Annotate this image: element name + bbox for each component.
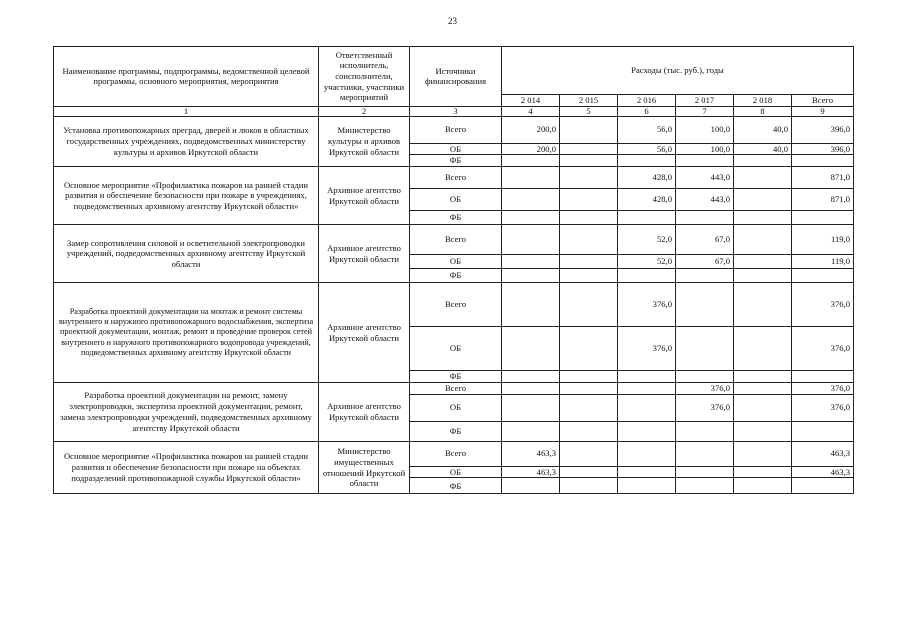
budget-table [53,46,854,494]
value-cell [618,394,676,421]
value-cell [502,225,560,255]
value-cell [502,327,560,371]
value-cell [560,283,618,327]
total-cell [792,371,854,383]
funding-source: ФБ [410,155,502,167]
total-cell: 376,0 [792,283,854,327]
value-cell [618,441,676,466]
value-cell [560,167,618,189]
table-row [54,167,854,189]
column-number: 3 [410,106,502,116]
value-cell [560,155,618,167]
table-row [54,116,854,143]
responsible-executor: Министерство культуры и архивов Иркутской области [319,116,410,166]
funding-source: ОБ [410,466,502,478]
value-cell [502,167,560,189]
value-cell [734,283,792,327]
value-cell [502,269,560,283]
value-cell [734,155,792,167]
value-cell [560,371,618,383]
funding-source: ФБ [410,421,502,441]
total-cell [792,269,854,283]
funding-source: ФБ [410,478,502,494]
header-year: 2 016 [618,95,676,107]
value-cell [560,189,618,211]
value-cell [560,421,618,441]
responsible-executor: Архивное агентство Иркутской области [319,167,410,225]
column-number: 4 [502,106,560,116]
funding-source: ОБ [410,394,502,421]
value-cell [734,327,792,371]
total-cell: 396,0 [792,116,854,143]
value-cell [560,441,618,466]
value-cell [560,382,618,394]
value-cell: 376,0 [618,283,676,327]
value-cell [560,116,618,143]
value-cell: 428,0 [618,189,676,211]
column-number: 5 [560,106,618,116]
value-cell [618,478,676,494]
value-cell [618,421,676,441]
value-cell: 443,0 [676,189,734,211]
value-cell: 67,0 [676,255,734,269]
total-cell: 871,0 [792,189,854,211]
funding-source: Всего [410,167,502,189]
value-cell [502,211,560,225]
value-cell [676,155,734,167]
value-cell [734,255,792,269]
value-cell [618,382,676,394]
total-cell [792,155,854,167]
value-cell [734,441,792,466]
page-number: 23 [448,16,457,26]
value-cell: 443,0 [676,167,734,189]
value-cell: 200,0 [502,116,560,143]
header-expenses: Расходы (тыс. руб.), годы [502,47,854,95]
value-cell [502,255,560,269]
total-cell [792,478,854,494]
total-cell: 119,0 [792,225,854,255]
funding-source: Всего [410,283,502,327]
total-cell: 376,0 [792,382,854,394]
measure-name: Основное мероприятие «Профилактика пожаров на ранней стадии развития и обеспечение безопасности при пожаре на объектах подразделений противопожарной службы Иркутской области» [54,441,319,494]
header-year: 2 017 [676,95,734,107]
header-name: Наименование программы, подпрограммы, ведомственной целевой программы, основного мероприятия, мероприятия [54,47,319,107]
header-responsible: Ответственный исполнитель, соисполнители, участники, участники мероприятий [319,47,410,107]
value-cell [734,269,792,283]
header-year: 2 018 [734,95,792,107]
funding-source: ОБ [410,189,502,211]
value-cell: 67,0 [676,225,734,255]
value-cell: 56,0 [618,116,676,143]
value-cell: 52,0 [618,255,676,269]
value-cell [560,225,618,255]
value-cell [734,371,792,383]
value-cell [676,466,734,478]
value-cell [560,394,618,421]
value-cell [734,225,792,255]
total-cell: 119,0 [792,255,854,269]
header-sources: Источники финансирования [410,47,502,107]
value-cell [734,167,792,189]
value-cell [676,478,734,494]
table-row [54,283,854,327]
value-cell [560,255,618,269]
value-cell [676,283,734,327]
funding-source: ОБ [410,327,502,371]
value-cell: 376,0 [618,327,676,371]
value-cell [618,371,676,383]
header-year: 2 014 [502,95,560,107]
value-cell [734,189,792,211]
measure-name: Основное мероприятие «Профилактика пожаров на ранней стадии развития и обеспечение безопасности при пожаре в учреждениях, подведомственных архивному агентству Иркутской области» [54,167,319,225]
value-cell [502,371,560,383]
total-cell [792,421,854,441]
column-number: 2 [319,106,410,116]
value-cell: 40,0 [734,143,792,155]
column-number: 6 [618,106,676,116]
funding-source: Всего [410,441,502,466]
total-cell: 871,0 [792,167,854,189]
value-cell [676,421,734,441]
value-cell [676,211,734,225]
value-cell [734,478,792,494]
measure-name: Замер сопротивления силовой и осветительной электропроводки учреждений, подведомственных архивному агентству Иркутской области [54,225,319,283]
header-year: 2 015 [560,95,618,107]
value-cell: 463,3 [502,466,560,478]
funding-source: ОБ [410,143,502,155]
total-cell: 463,3 [792,466,854,478]
value-cell: 100,0 [676,116,734,143]
funding-source: ФБ [410,269,502,283]
value-cell: 56,0 [618,143,676,155]
value-cell [560,478,618,494]
value-cell [734,421,792,441]
value-cell [676,371,734,383]
value-cell: 376,0 [676,394,734,421]
value-cell [618,269,676,283]
funding-source: Всего [410,382,502,394]
value-cell: 376,0 [676,382,734,394]
table-row [54,441,854,466]
value-cell [676,441,734,466]
total-cell: 376,0 [792,394,854,421]
value-cell [502,189,560,211]
funding-source: Всего [410,225,502,255]
responsible-executor: Министерство имущественных отношений Иркутской области [319,441,410,494]
table-row [54,382,854,394]
measure-name: Разработка проектной документации на монтаж и ремонт системы внутреннего и наружного противопожарного водоснабжения, экспертиза проектной документации, монтаж, ремонт и проведение проверок сетей внутреннего и наружного противопожарного водопровода учреждений, подведомственных архивному агентству Иркутской области [54,283,319,383]
value-cell [502,155,560,167]
table-row [54,225,854,255]
value-cell [502,478,560,494]
responsible-executor: Архивное агентство Иркутской области [319,283,410,383]
column-number: 7 [676,106,734,116]
value-cell: 463,3 [502,441,560,466]
value-cell [560,327,618,371]
responsible-executor: Архивное агентство Иркутской области [319,382,410,441]
value-cell: 40,0 [734,116,792,143]
column-number: 8 [734,106,792,116]
value-cell [734,382,792,394]
value-cell [734,211,792,225]
value-cell [560,269,618,283]
column-numbers-row [54,106,854,116]
total-cell [792,211,854,225]
total-cell: 463,3 [792,441,854,466]
value-cell [676,327,734,371]
value-cell [618,155,676,167]
funding-source: ФБ [410,371,502,383]
header-total: Всего [792,95,854,107]
value-cell: 100,0 [676,143,734,155]
measure-name: Разработка проектной документации на ремонт, замену электропроводки, экспертиза проектной документации, ремонт, замена электропроводки учреждений, подведомственных архивному агентству Иркутской области [54,382,319,441]
funding-source: ОБ [410,255,502,269]
funding-source: ФБ [410,211,502,225]
value-cell: 52,0 [618,225,676,255]
responsible-executor: Архивное агентство Иркутской области [319,225,410,283]
value-cell [560,143,618,155]
value-cell [734,466,792,478]
funding-source: Всего [410,116,502,143]
column-number: 9 [792,106,854,116]
value-cell [618,211,676,225]
value-cell [502,283,560,327]
value-cell [676,269,734,283]
value-cell [502,394,560,421]
value-cell: 200,0 [502,143,560,155]
value-cell [618,466,676,478]
value-cell [502,382,560,394]
total-cell: 376,0 [792,327,854,371]
value-cell [734,394,792,421]
value-cell: 428,0 [618,167,676,189]
value-cell [560,211,618,225]
value-cell [560,466,618,478]
measure-name: Установка противопожарных преград, дверей и люков в областных государственных учреждениях, подведомственных министерству культуры и архивов Иркутской области [54,116,319,166]
column-number: 1 [54,106,319,116]
value-cell [502,421,560,441]
total-cell: 396,0 [792,143,854,155]
